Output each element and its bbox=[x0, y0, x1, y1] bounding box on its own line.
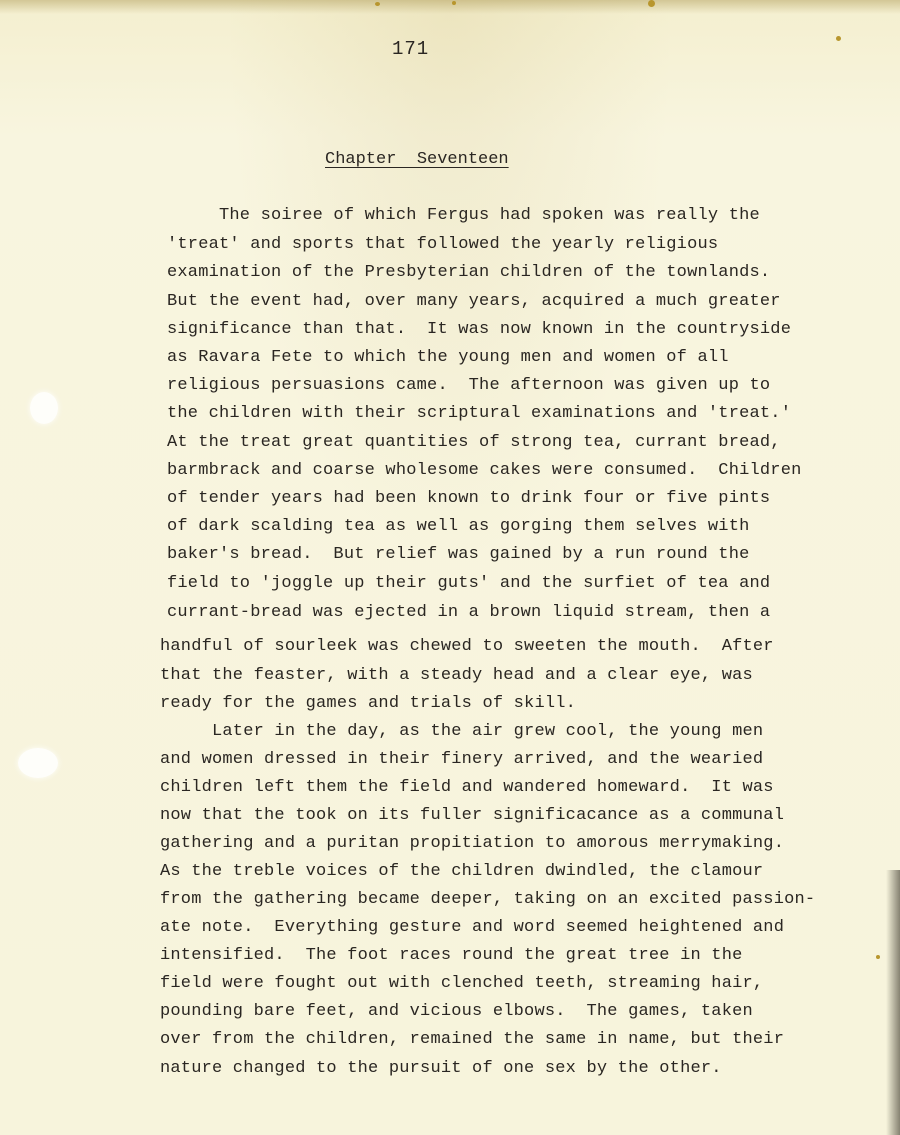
text-line: of tender years had been known to drink four or five pints bbox=[167, 489, 771, 508]
text-line: handful of sourleek was chewed to sweeten the mouth. After bbox=[160, 637, 774, 656]
text-line: The soiree of which Fergus had spoken was really the bbox=[167, 206, 760, 225]
text-line: ate note. Everything gesture and word seemed heightened and bbox=[160, 918, 785, 937]
text-line: Later in the day, as the air grew cool, the young men bbox=[160, 722, 764, 741]
text-line: baker's bread. But relief was gained by a run round the bbox=[167, 545, 750, 564]
text-line: ready for the games and trials of skill. bbox=[160, 694, 577, 713]
text-line: barmbrack and coarse wholesome cakes were consumed. Children bbox=[167, 461, 802, 480]
text-line: that the feaster, with a steady head and a clear eye, was bbox=[160, 666, 753, 685]
chapter-title: Chapter Seventeen bbox=[325, 150, 509, 169]
text-line: religious persuasions came. The afternoon was given up to bbox=[167, 376, 771, 395]
text-line: as Ravara Fete to which the young men and women of all bbox=[167, 348, 729, 367]
text-line: But the event had, over many years, acquired a much greater bbox=[167, 292, 781, 311]
text-line: the children with their scriptural examinations and 'treat.' bbox=[167, 404, 792, 423]
text-line: over from the children, remained the same in name, but their bbox=[160, 1030, 785, 1049]
page-number: 171 bbox=[392, 38, 430, 60]
text-line: now that the took on its fuller significacance as a communal bbox=[160, 806, 785, 825]
text-line: from the gathering became deeper, taking on an excited passion- bbox=[160, 890, 816, 909]
text-line: intensified. The foot races round the great tree in the bbox=[160, 946, 743, 965]
text-line: nature changed to the pursuit of one sex by the other. bbox=[160, 1059, 722, 1078]
paper-stain bbox=[452, 1, 456, 5]
text-line: significance than that. It was now known in the countryside bbox=[167, 320, 792, 339]
text-line: pounding bare feet, and vicious elbows. The games, taken bbox=[160, 1002, 753, 1021]
text-line: currant-bread was ejected in a brown liquid stream, then a bbox=[167, 603, 771, 622]
paper-stain bbox=[648, 0, 655, 7]
paper-stain bbox=[375, 2, 380, 6]
text-line: At the treat great quantities of strong tea, currant bread, bbox=[167, 433, 781, 452]
text-line: field to 'joggle up their guts' and the surfiet of tea and bbox=[167, 574, 771, 593]
text-line: children left them the field and wandered homeward. It was bbox=[160, 778, 774, 797]
text-line: As the treble voices of the children dwindled, the clamour bbox=[160, 862, 764, 881]
text-line: 'treat' and sports that followed the yearly religious bbox=[167, 235, 719, 254]
text-line: and women dressed in their finery arrived, and the wearied bbox=[160, 750, 764, 769]
paper-stain bbox=[836, 36, 841, 41]
paper-top-edge bbox=[0, 0, 900, 14]
text-line: field were fought out with clenched teeth, streaming hair, bbox=[160, 974, 764, 993]
paper-stain bbox=[876, 955, 880, 959]
punch-hole-mark bbox=[30, 392, 58, 424]
text-line: of dark scalding tea as well as gorging them selves with bbox=[167, 517, 750, 536]
text-line: gathering and a puritan propitiation to amorous merrymaking. bbox=[160, 834, 785, 853]
punch-hole-mark bbox=[18, 748, 58, 778]
text-line: examination of the Presbyterian children of the townlands. bbox=[167, 263, 771, 282]
paper-right-edge-shadow bbox=[886, 870, 900, 1135]
